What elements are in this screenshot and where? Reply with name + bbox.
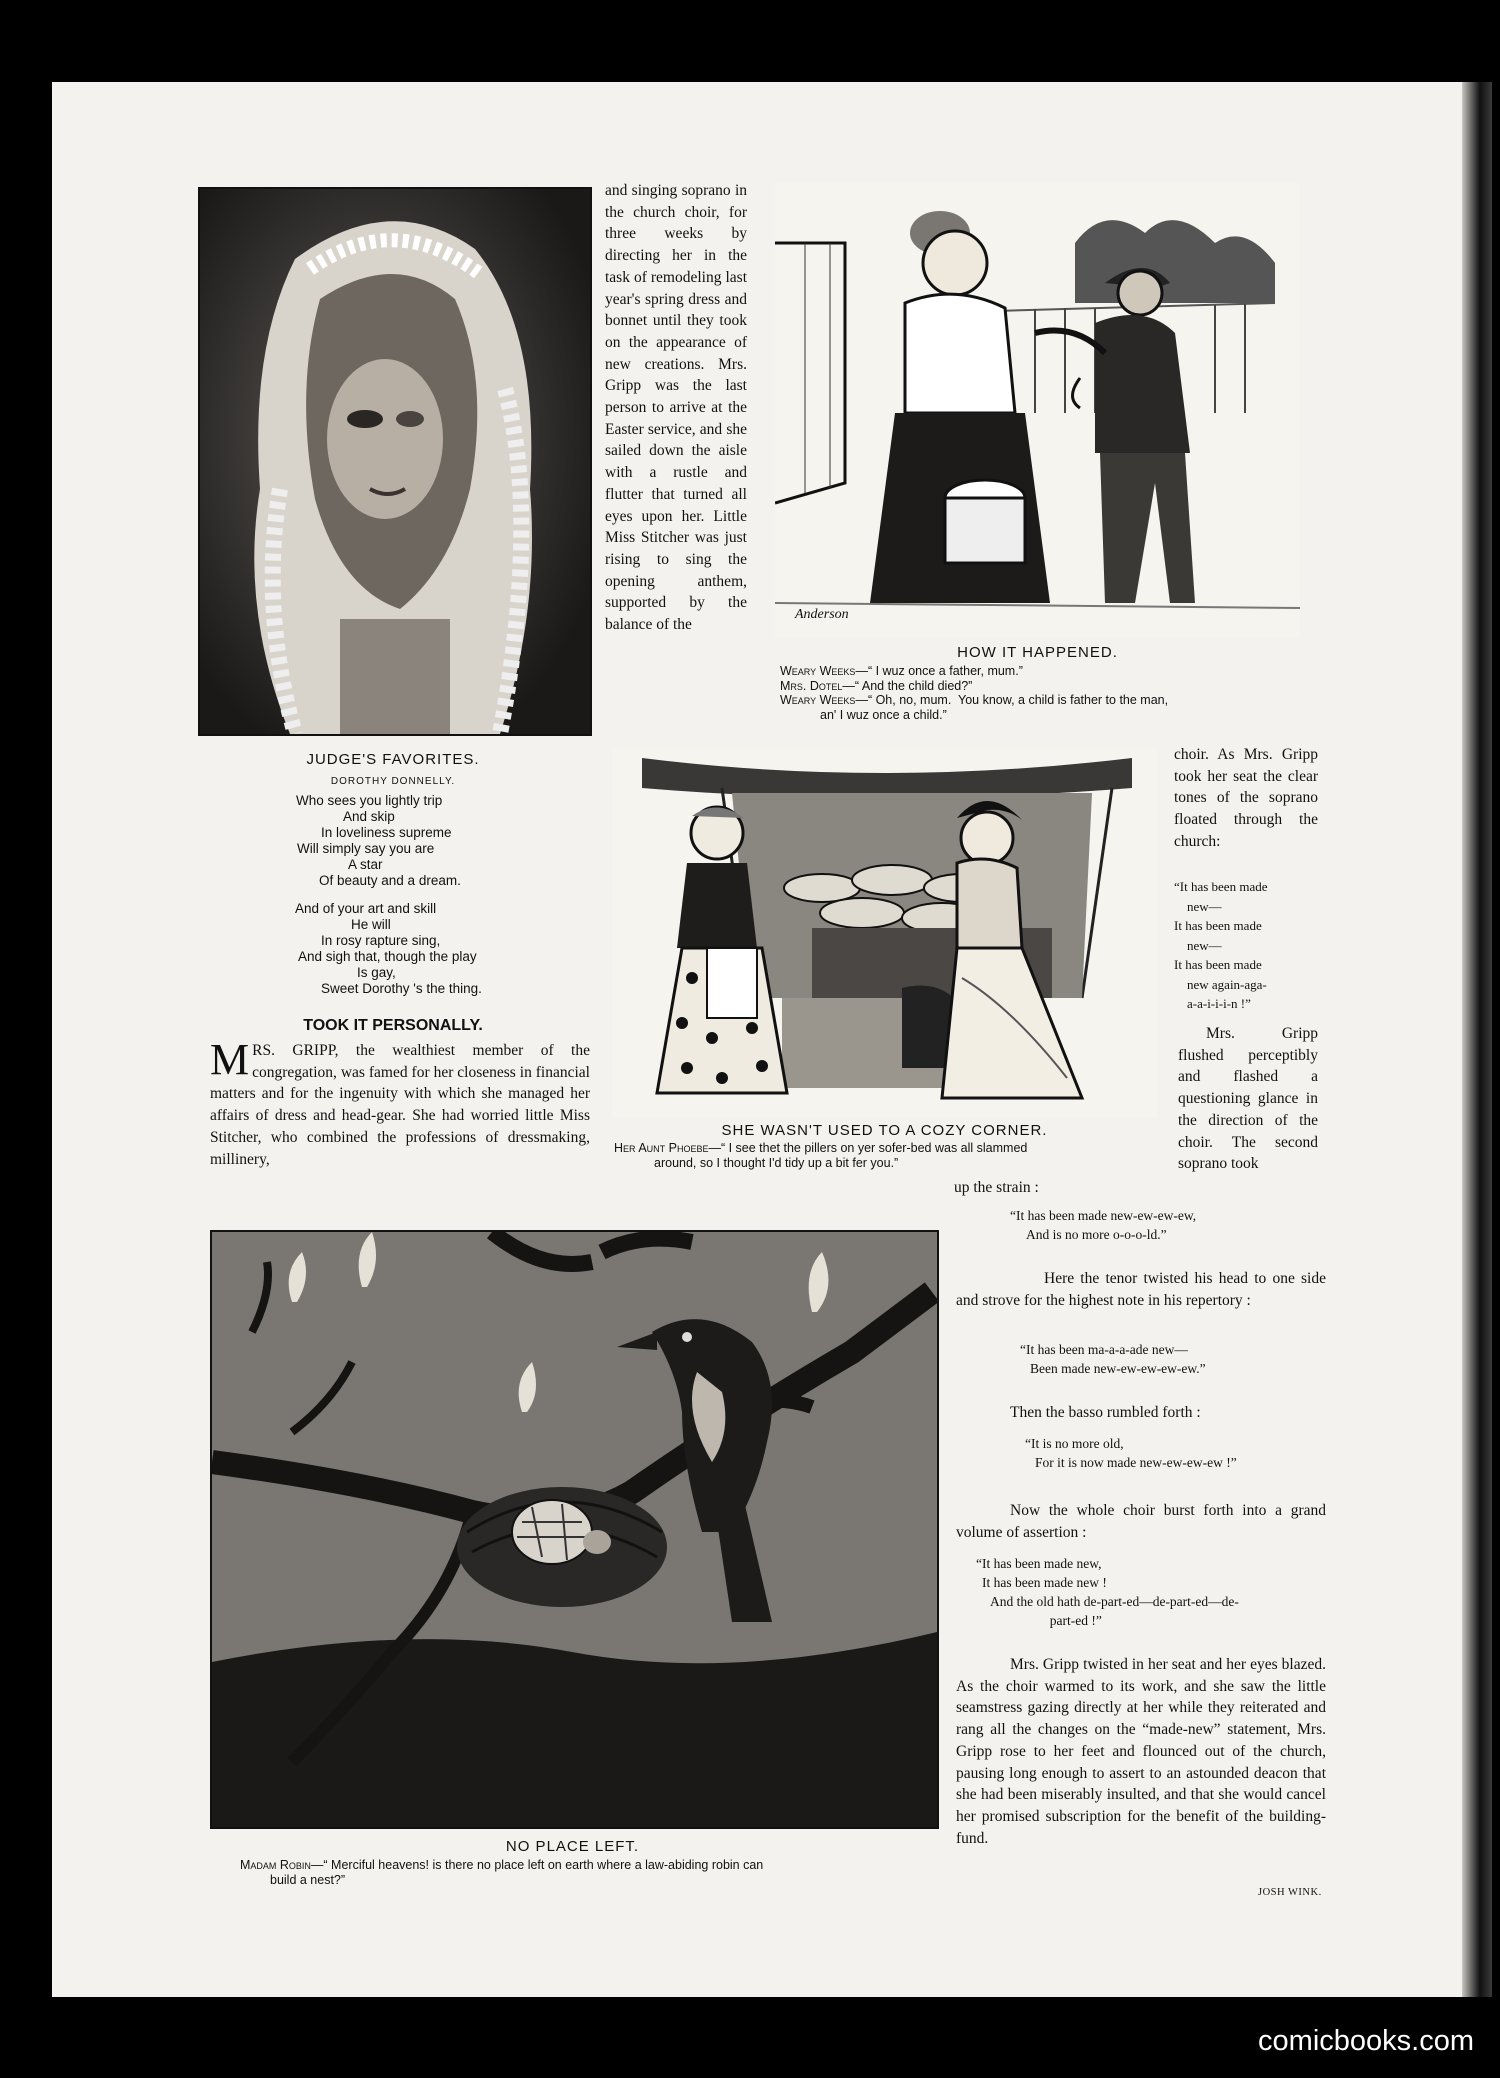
stanza-gap — [293, 889, 553, 901]
verse-line: “It has been made — [1174, 879, 1268, 894]
verse-line: “It is no more old, — [1025, 1436, 1124, 1451]
caption-line — [780, 693, 1320, 708]
portrait-photo — [198, 187, 592, 736]
caption-line — [780, 664, 1320, 679]
poem-line: A star — [348, 857, 383, 872]
caption-speaker: Mrs. Dotel — [780, 678, 843, 693]
verse-line: “It has been made new-ew-ew-ew, — [1010, 1208, 1197, 1223]
verse-line: new again-aga- — [1174, 976, 1267, 992]
caption-speaker: Her Aunt Phoebe — [614, 1141, 709, 1155]
caption-text: —“ Merciful heavens! is there no place left on earth where a law-abiding robin can — [310, 1858, 764, 1872]
poem-line: And of your art and skill — [295, 901, 437, 916]
drop-cap: M — [210, 1035, 250, 1084]
verse-line: And is no more o-o-o-ld.” — [1026, 1227, 1167, 1242]
verse-line: new— — [1174, 898, 1222, 914]
paragraph-choir: Now the whole choir burst forth into a grand volume of assertion : — [956, 1502, 1326, 1541]
verse-line: It has been made — [1174, 957, 1262, 972]
artist-signature: Anderson — [795, 607, 849, 622]
poem-subtitle: DOROTHY DONNELLY. — [330, 776, 456, 787]
story-title: TOOK IT PERSONALLY. — [303, 1017, 483, 1034]
poem-title: JUDGE'S FAVORITES. — [306, 751, 480, 768]
verse-4 — [1025, 1434, 1325, 1472]
verse-line: a-a-i-i-i-n !” — [1174, 996, 1251, 1011]
paragraph-tenor: Here the tenor twisted his head to one side and strove for the highest note in his repertory : — [956, 1270, 1326, 1309]
caption-speaker: Weary Weeks — [780, 664, 856, 678]
cartoon-cozy-title: SHE WASN'T USED TO A COZY CORNER. — [721, 1122, 1048, 1139]
cartoon-cozy-corner — [612, 748, 1157, 1118]
verse-line: “It has been ma-a-a-ade new— — [1020, 1342, 1188, 1357]
verse-line: part-ed !” — [1016, 1613, 1102, 1628]
cartoon-cozy-drawing — [612, 748, 1157, 1118]
watermark: comicbooks.com — [1258, 2025, 1474, 2057]
cartoon-how-it-happened — [775, 183, 1300, 638]
story-signature: JOSH WINK. — [1258, 1887, 1322, 1898]
cartoon-robin-title: NO PLACE LEFT. — [505, 1838, 640, 1855]
paragraph-final: Mrs. Gripp twisted in her seat and her eyes blazed. As the choir warmed to its work, and she saw the little seamstress gazing directly at her while they reiterated and rang all the changes on the “made-new” statement, Mrs. Gripp rose to her feet and flounced out of the church, pausing long enough to assert to an astounded deacon that she had been miserably insulted, and that she would cancel her promised subscription for the benefit of the building-fund. — [956, 1656, 1326, 1847]
story-column-2: and singing soprano in the church choir, for three weeks by directing her in the task of remodeling last year's spring dress and bonnet until they took on the appearance of new creations. Mrs. Gripp was the last person to arrive at the Easter service, and she sailed down the aisle with a rustle and flutter that turned all eyes upon her. Little Miss Stitcher was just rising to sing the opening anthem, supported by the balance of the — [605, 182, 747, 634]
verse-line: And the old hath de-part-ed—de-part-ed—de- — [990, 1594, 1239, 1609]
caption-text: —“ I see thet the pillers on yer sofer-bed was all slammed — [708, 1141, 1028, 1155]
cartoon-cozy-caption — [614, 1141, 1174, 1170]
caption-line — [614, 1141, 1174, 1156]
verse-3 — [1020, 1340, 1330, 1378]
poem-line: Will simply say you are — [297, 841, 435, 856]
poem-line: And skip — [343, 809, 395, 824]
verse-line: Been made new-ew-ew-ew-ew.” — [1030, 1361, 1206, 1376]
caption-line: an' I wuz once a child.” — [820, 707, 947, 722]
poem-line: Of beauty and a dream. — [319, 873, 461, 888]
story-column-3: choir. As Mrs. Gripp took her seat the clear tones of the soprano floated through the church: — [1174, 746, 1318, 850]
verse-line: It has been made new ! — [982, 1575, 1107, 1590]
caption-speaker: Madam Robin — [240, 1858, 311, 1872]
verse-line: new— — [1174, 937, 1222, 953]
caption-line — [780, 679, 1320, 694]
paragraph-basso: Then the basso rumbled forth : — [1010, 1404, 1201, 1421]
verse-5 — [976, 1554, 1326, 1630]
poem-line: In loveliness supreme — [321, 825, 452, 840]
poem-line: And sigh that, though the play — [298, 949, 477, 964]
book-spine — [1462, 82, 1492, 1997]
poem-line: In rosy rapture sing, — [321, 933, 441, 948]
caption-line — [240, 1858, 940, 1873]
caption-text: —“ And the child died?” — [842, 678, 973, 693]
caption-speaker: Weary Weeks — [780, 693, 856, 707]
cartoon-no-place-left — [210, 1230, 939, 1829]
cartoon-robin-caption — [240, 1858, 940, 1888]
verse-line: It has been made — [1174, 918, 1262, 933]
story-column-1 — [210, 1035, 590, 1170]
cartoon-how-caption — [780, 664, 1320, 722]
verse-line: “It has been made new, — [976, 1556, 1102, 1571]
poem-stanzas — [293, 793, 553, 997]
poem-line: He will — [351, 917, 391, 932]
cartoon-robin-drawing — [212, 1232, 937, 1827]
caption-text: —“ Oh, no, mum. You know, a child is father to the man, — [855, 693, 1169, 707]
cartoon-how-drawing — [775, 183, 1300, 638]
verse-2 — [1010, 1206, 1340, 1244]
verse-1 — [1174, 877, 1324, 1014]
caption-line: build a nest?” — [270, 1873, 346, 1887]
poem-line: Sweet Dorothy 's the thing. — [321, 981, 482, 996]
story-paragraph-1: RS. GRIPP, the wealthiest member of the congregation, was famed for her closeness in financial matters and for the ingenuity with which she managed her affairs of dress and head-gear. She had worried little Miss Stitcher, who combined the professions of dressmaking, millinery, — [210, 1042, 590, 1168]
poem-line: Who sees you lightly trip — [296, 793, 443, 808]
caption-line: around, so I thought I'd tidy up a bit fer you.” — [654, 1155, 899, 1170]
caption-text: —“ I wuz once a father, mum.” — [855, 664, 1023, 678]
story-column-3b: Mrs. Gripp flushed perceptibly and flashed a questioning glance in the direction of the choir. The second soprano took — [1178, 1025, 1318, 1173]
story-continuation: up the strain : — [954, 1179, 1039, 1196]
cartoon-how-title: HOW IT HAPPENED. — [957, 644, 1118, 661]
portrait-figure — [200, 189, 590, 734]
poem-line: Is gay, — [357, 965, 396, 980]
verse-line: For it is now made new-ew-ew-ew !” — [1035, 1455, 1237, 1470]
